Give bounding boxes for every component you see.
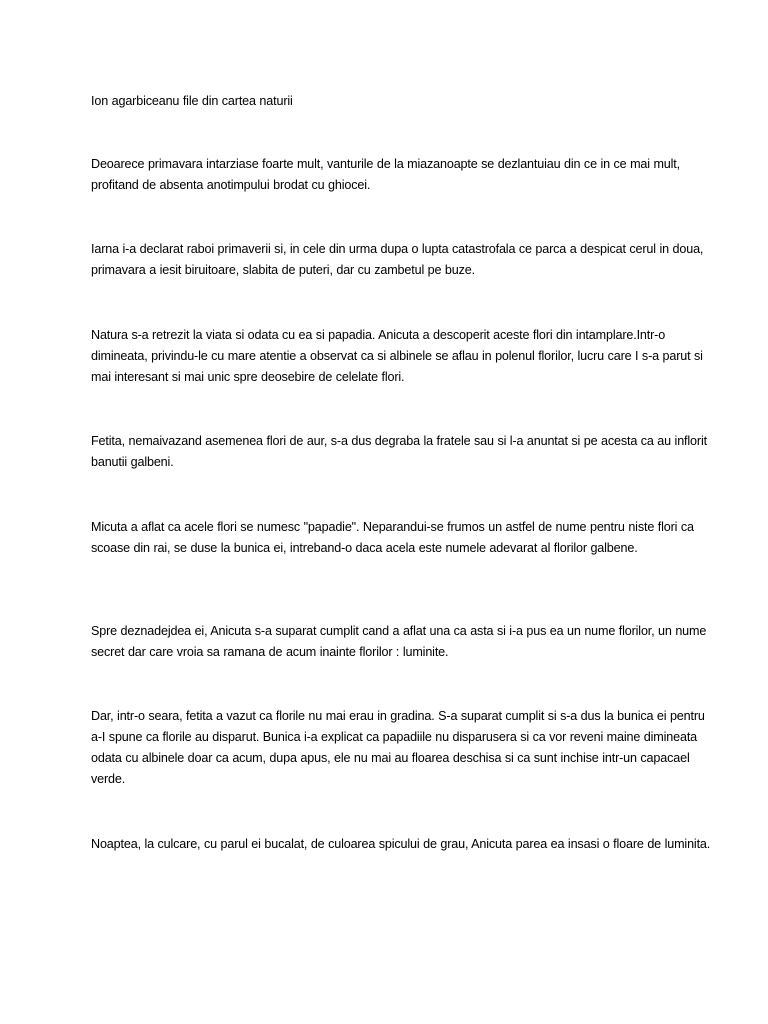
document-title: Ion agarbiceanu file din cartea naturii [91,94,293,108]
paragraph-8: Noaptea, la culcare, cu parul ei bucalat, de culoarea spicului de grau, Anicuta parea ea insasi o floare de luminita. [91,837,711,851]
paragraph-7: Dar, intr-o seara, fetita a vazut ca florile nu mai erau in gradina. S-a suparat cumplit si s-a dus la bunica ei pentru a-I spune ca florile au disparut. Bunica i-a explicat ca papadiile nu disparusera si ca vor reveni maine dimineata odata cu albinele doar ca acum, dupa apus, ele nu mai au floarea deschisa si ca sunt inchise intr-un capacael verde. [91,709,705,786]
paragraph-4: Fetita, nemaivazand asemenea flori de aur, s-a dus degraba la fratele sau si l-a anuntat si pe acesta ca au inflorit banutii galbeni. [91,434,707,469]
paragraph-2: Iarna i-a declarat raboi primaverii si, in cele din urma dupa o lupta catastrofala ce parca a despicat cerul in doua, primavara a iesit biruitoare, slabita de puteri, dar cu zambetul pe buze. [91,242,704,277]
paragraph-3: Natura s-a retrezit la viata si odata cu ea si papadia. Anicuta a descoperit aceste flori din intamplare.Intr-o dimineata, privindu-le cu mare atentie a observat ca si albinele se aflau in polenul florilor, lucru care I s-a parut si mai interesant si mai unic spre deosebire de celelate flori. [91,328,703,384]
paragraph-5: Micuta a aflat ca acele flori se numesc "papadie". Neparandui-se frumos un astfel de nume pentru niste flori ca scoase din rai, se duse la bunica ei, intreband-o daca acela este numele adevarat al florilor galbene. [91,520,694,555]
paragraph-6: Spre deznadejdea ei, Anicuta s-a suparat cumplit cand a aflat una ca asta si i-a pus ea un nume florilor, un nume secret dar care vroia sa ramana de acum inainte florilor : luminite. [91,624,707,659]
paragraph-1: Deoarece primavara intarziase foarte mult, vanturile de la miazanoapte se dezlantuiau din ce in ce mai mult, profitand de absenta anotimpului brodat cu ghiocei. [91,157,681,192]
